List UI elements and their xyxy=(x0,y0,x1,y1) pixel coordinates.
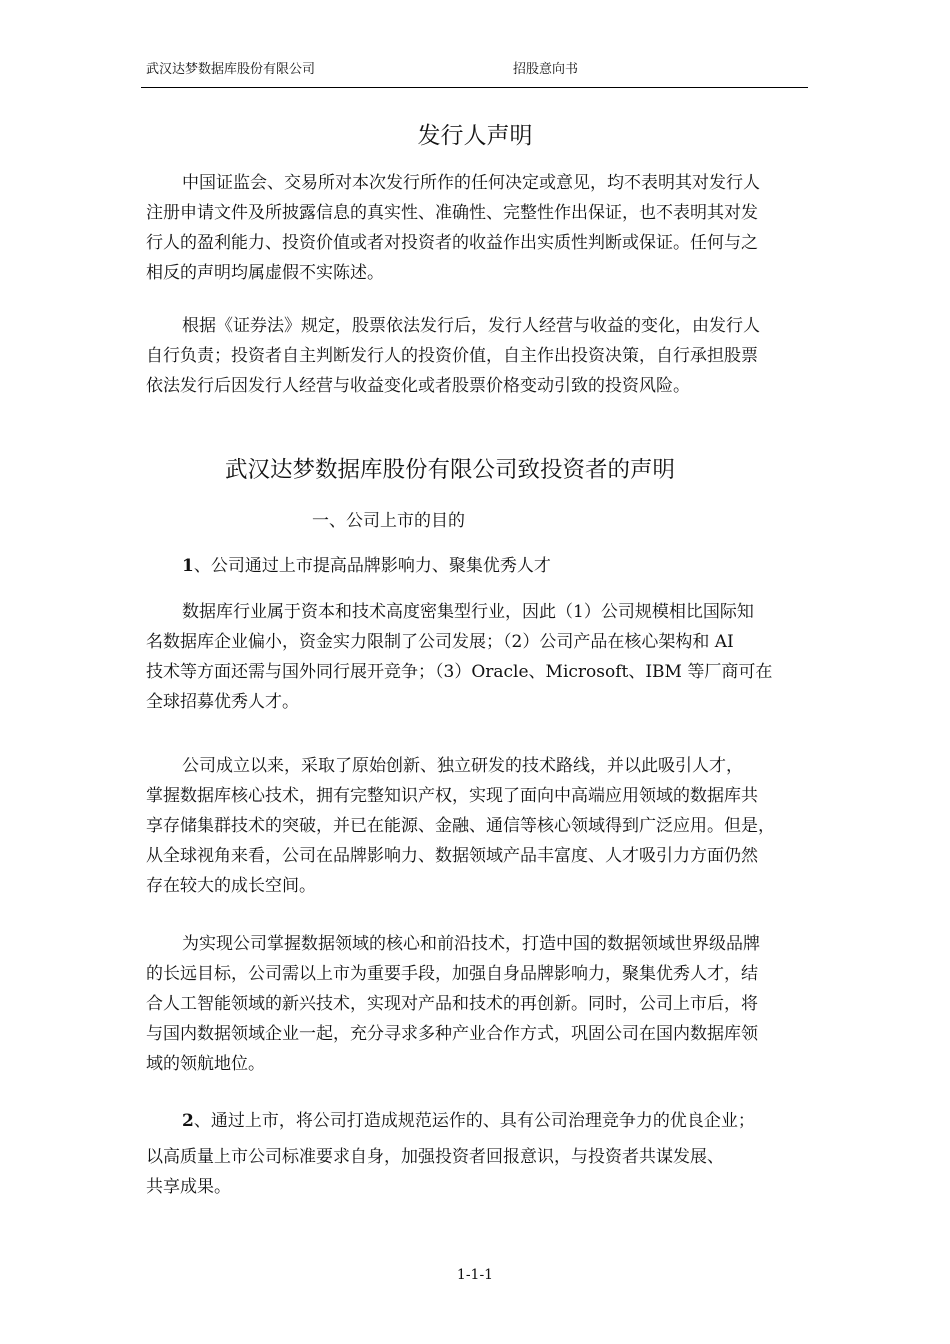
investor-statement-title: 武汉达梦数据库股份有限公司致投资者的声明 xyxy=(224,457,675,483)
text-line: 享存储集群技术的突破，并已在能源、金融、通信等核心领域得到广泛应用。但是， xyxy=(146,816,775,836)
text-line: 依法发行后因发行人经营与收益变化或者股票价格变动引致的投资风险。 xyxy=(146,376,690,396)
text-line: 域的领航地位。 xyxy=(146,1054,265,1074)
text-line: 合人工智能领域的新兴技术，实现对产品和技术的再创新。同时，公司上市后，将 xyxy=(146,994,758,1014)
header-divider xyxy=(141,87,808,88)
text-line: 技术等方面还需与国外同行展开竞争；（3）Oracle、Microsoft、IBM 等厂商可在 xyxy=(146,662,773,682)
section-heading-listing-purpose: 一、公司上市的目的 xyxy=(312,511,465,531)
company-history-paragraph xyxy=(146,751,846,901)
issuer-statement-title: 发行人声明 xyxy=(417,123,533,149)
text-line: 共享成果。 xyxy=(146,1177,231,1197)
text-line: 以高质量上市公司标准要求自身，加强投资者回报意识，与投资者共谋发展、 xyxy=(146,1147,724,1167)
item-2-heading xyxy=(182,1106,755,1136)
text-line: 与国内数据领域企业一起，充分寻求多种产业合作方式，巩固公司在国内数据库领 xyxy=(146,1024,758,1044)
text-line: 数据库行业属于资本和技术高度密集型行业，因此（1）公司规模相比国际知 xyxy=(182,602,754,622)
text-line: 相反的声明均属虚假不实陈述。 xyxy=(146,263,384,283)
text-line: 行人的盈利能力、投资价值或者对投资者的收益作出实质性判断或保证。任何与之 xyxy=(146,233,758,253)
item-1-number: 1 xyxy=(182,556,194,576)
header-company-name: 武汉达梦数据库股份有限公司 xyxy=(146,62,316,77)
long-term-goal-paragraph xyxy=(146,929,846,1079)
industry-paragraph xyxy=(146,597,846,717)
text-line: 根据《证券法》规定，股票依法发行后，发行人经营与收益的变化，由发行人 xyxy=(182,316,760,336)
text-line: 掌握数据库核心技术，拥有完整知识产权，实现了面向中高端应用领域的数据库共 xyxy=(146,786,758,806)
item-2-text: 、通过上市，将公司打造成规范运作的、具有公司治理竞争力的优良企业； xyxy=(193,1111,755,1131)
text-line: 从全球视角来看，公司在品牌影响力、数据领域产品丰富度、人才吸引力方面仍然 xyxy=(146,846,758,866)
text-line: 的长远目标，公司需以上市为重要手段，加强自身品牌影响力，聚集优秀人才，结 xyxy=(146,964,758,984)
text-line: 为实现公司掌握数据领域的核心和前沿技术，打造中国的数据领域世界级品牌 xyxy=(182,934,760,954)
text-line: 全球招募优秀人才。 xyxy=(146,692,299,712)
text-line: 名数据库企业偏小，资金实力限制了公司发展；（2）公司产品在核心架构和 AI xyxy=(146,632,734,652)
item-2-number: 2 xyxy=(182,1111,194,1131)
text-line: 公司成立以来，采取了原始创新、独立研发的技术路线，并以此吸引人才， xyxy=(182,756,743,776)
item-1-heading xyxy=(182,551,551,581)
item-1-text: 、公司通过上市提高品牌影响力、聚集优秀人才 xyxy=(193,556,551,576)
text-line: 存在较大的成长空间。 xyxy=(146,876,316,896)
header-document-type: 招股意向书 xyxy=(513,62,579,77)
governance-paragraph xyxy=(146,1142,846,1202)
text-line: 注册申请文件及所披露信息的真实性、准确性、完整性作出保证，也不表明其对发 xyxy=(146,203,758,223)
issuer-statement-paragraph-2 xyxy=(146,311,846,401)
text-line: 中国证监会、交易所对本次发行所作的任何决定或意见，均不表明其对发行人 xyxy=(182,173,760,193)
text-line: 自行负责；投资者自主判断发行人的投资价值，自主作出投资决策，自行承担股票 xyxy=(146,346,758,366)
issuer-statement-paragraph-1 xyxy=(146,168,846,288)
page-number: 1-1-1 xyxy=(456,1267,494,1283)
